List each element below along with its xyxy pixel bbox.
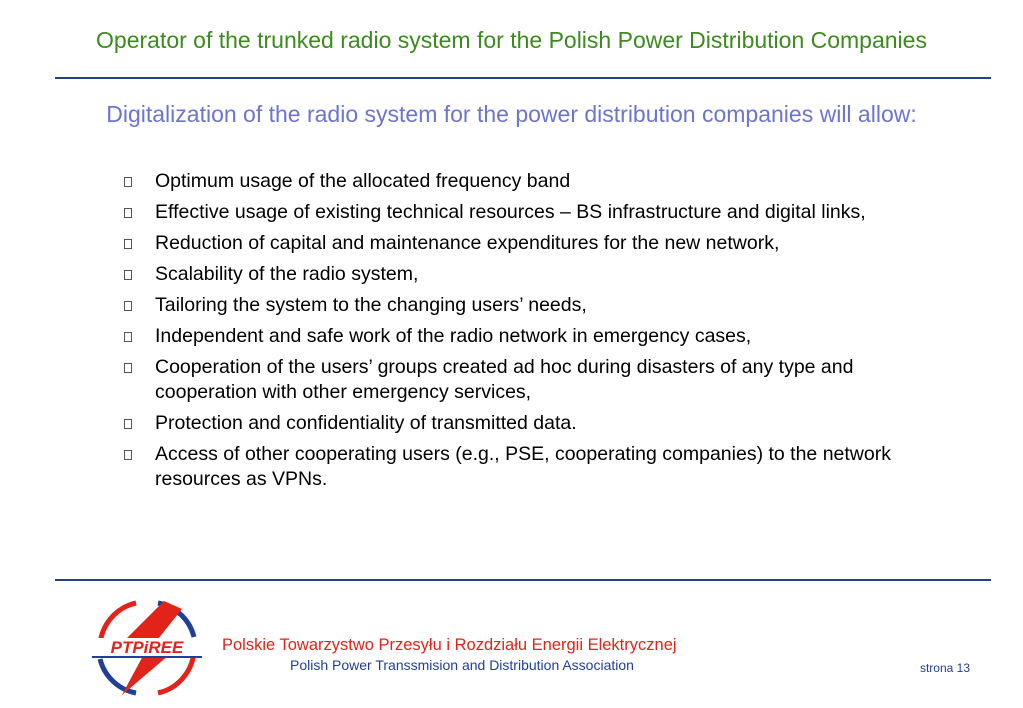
bullet-text: Cooperation of the users’ groups created ad hoc during disasters of any type and cooperation with other emergency services, bbox=[155, 356, 854, 403]
list-item bbox=[123, 200, 913, 225]
square-bullet-icon bbox=[124, 177, 132, 187]
list-item bbox=[123, 262, 913, 287]
bullet-text: Access of other cooperating users (e.g., PSE, cooperating companies) to the network resources as VPNs. bbox=[155, 443, 891, 490]
list-item bbox=[123, 169, 913, 194]
bullet-text: Scalability of the radio system, bbox=[155, 263, 419, 285]
list-item bbox=[123, 324, 913, 349]
bullet-text: Reduction of capital and maintenance expenditures for the new network, bbox=[155, 232, 780, 254]
footer-divider bbox=[55, 579, 991, 581]
list-item bbox=[123, 355, 913, 405]
square-bullet-icon bbox=[124, 208, 132, 218]
bullet-text: Effective usage of existing technical resources – BS infrastructure and digital links, bbox=[155, 201, 866, 223]
square-bullet-icon bbox=[124, 270, 132, 280]
page-number: strona 13 bbox=[919, 661, 970, 675]
header-divider bbox=[55, 77, 991, 79]
list-item bbox=[123, 231, 913, 256]
list-item bbox=[123, 442, 913, 492]
list-item bbox=[123, 411, 913, 436]
bullet-text: Independent and safe work of the radio network in emergency cases, bbox=[155, 325, 752, 347]
square-bullet-icon bbox=[124, 239, 132, 249]
square-bullet-icon bbox=[124, 332, 132, 342]
square-bullet-icon bbox=[124, 450, 132, 460]
slide-title: Operator of the trunked radio system for the Polish Power Distribution Companies bbox=[96, 27, 927, 53]
bullet-text: Protection and confidentiality of transmitted data. bbox=[155, 412, 577, 434]
bullet-text: Tailoring the system to the changing users’ needs, bbox=[155, 294, 587, 316]
association-name-polish: Polskie Towarzystwo Przesyłu i Rozdziału Energii Elektrycznej bbox=[222, 636, 677, 654]
slide-subtitle: Digitalization of the radio system for the power distribution companies will allow: bbox=[106, 101, 917, 127]
square-bullet-icon bbox=[124, 301, 132, 311]
bullet-text: Optimum usage of the allocated frequency band bbox=[155, 170, 571, 192]
square-bullet-icon bbox=[124, 363, 132, 373]
bullet-list bbox=[123, 169, 913, 498]
association-name-english: Polish Power Transsmision and Distribution Association bbox=[290, 657, 634, 673]
list-item bbox=[123, 293, 913, 318]
svg-text:PTPiREE: PTPiREE bbox=[110, 638, 184, 657]
ptpiree-logo bbox=[86, 599, 208, 697]
square-bullet-icon bbox=[124, 419, 132, 429]
